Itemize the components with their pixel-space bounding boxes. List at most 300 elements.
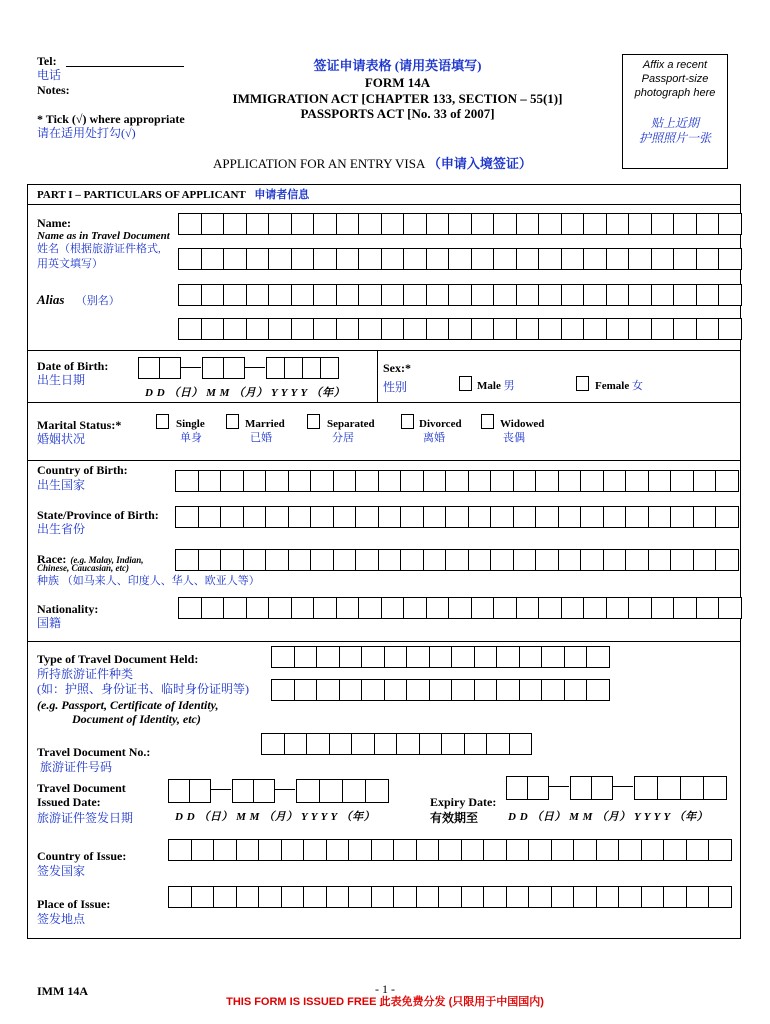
char-box[interactable]	[406, 646, 430, 668]
char-box[interactable]	[294, 679, 318, 701]
char-box[interactable]	[191, 839, 215, 861]
char-box[interactable]	[291, 318, 315, 340]
char-box[interactable]	[361, 646, 385, 668]
char-box[interactable]	[558, 549, 582, 571]
char-box[interactable]	[329, 733, 353, 755]
char-box[interactable]	[468, 549, 492, 571]
char-box[interactable]	[493, 284, 517, 306]
char-box[interactable]	[333, 506, 357, 528]
char-box[interactable]	[651, 318, 675, 340]
char-box[interactable]	[541, 646, 565, 668]
char-box[interactable]	[448, 213, 472, 235]
char-box[interactable]	[580, 506, 604, 528]
char-box[interactable]	[400, 549, 424, 571]
char-box[interactable]	[426, 597, 450, 619]
char-box[interactable]	[288, 549, 312, 571]
char-box[interactable]	[351, 733, 375, 755]
char-box[interactable]	[718, 248, 742, 270]
char-box[interactable]	[715, 549, 739, 571]
marital-divorced-checkbox[interactable]	[401, 414, 414, 429]
char-box[interactable]	[648, 549, 672, 571]
char-box[interactable]	[326, 839, 350, 861]
char-box[interactable]	[220, 549, 244, 571]
char-box[interactable]	[538, 248, 562, 270]
char-box[interactable]	[384, 646, 408, 668]
char-box[interactable]	[490, 549, 514, 571]
char-box[interactable]	[265, 549, 289, 571]
char-box[interactable]	[429, 679, 453, 701]
char-box[interactable]	[651, 248, 675, 270]
char-box[interactable]	[291, 213, 315, 235]
char-box[interactable]	[651, 284, 675, 306]
char-box[interactable]	[313, 284, 337, 306]
char-box[interactable]	[223, 318, 247, 340]
char-box[interactable]	[718, 284, 742, 306]
char-box[interactable]	[573, 839, 597, 861]
char-box[interactable]	[663, 886, 687, 908]
char-box[interactable]	[509, 733, 533, 755]
char-box[interactable]	[558, 506, 582, 528]
alias-boxes-row-1[interactable]	[178, 284, 741, 306]
char-box[interactable]	[271, 679, 295, 701]
char-box[interactable]	[423, 506, 447, 528]
char-box[interactable]	[493, 213, 517, 235]
char-box[interactable]	[528, 839, 552, 861]
char-box[interactable]	[175, 470, 199, 492]
char-box[interactable]	[618, 886, 642, 908]
char-box[interactable]	[696, 284, 720, 306]
char-box[interactable]	[625, 506, 649, 528]
char-box[interactable]	[291, 284, 315, 306]
char-box[interactable]	[583, 318, 607, 340]
char-box[interactable]	[416, 839, 440, 861]
country-birth-boxes[interactable]	[175, 470, 738, 492]
char-box[interactable]	[471, 597, 495, 619]
marital-married-checkbox[interactable]	[226, 414, 239, 429]
char-box[interactable]	[538, 597, 562, 619]
char-box[interactable]	[535, 470, 559, 492]
char-box[interactable]	[606, 597, 630, 619]
char-box[interactable]	[445, 506, 469, 528]
char-box[interactable]	[306, 733, 330, 755]
char-box[interactable]	[381, 248, 405, 270]
char-box[interactable]	[201, 248, 225, 270]
char-box[interactable]	[471, 318, 495, 340]
char-box[interactable]	[564, 646, 588, 668]
char-box[interactable]	[396, 733, 420, 755]
char-box[interactable]	[673, 213, 697, 235]
char-box[interactable]	[378, 470, 402, 492]
expiry-date-boxes[interactable]	[506, 776, 726, 800]
char-box[interactable]	[374, 733, 398, 755]
char-box[interactable]	[258, 839, 282, 861]
char-box[interactable]	[603, 470, 627, 492]
sex-female-checkbox[interactable]	[576, 376, 589, 391]
char-box[interactable]	[378, 506, 402, 528]
char-box[interactable]	[541, 679, 565, 701]
char-box[interactable]	[336, 318, 360, 340]
char-box[interactable]	[243, 506, 267, 528]
char-box[interactable]	[461, 839, 485, 861]
char-box[interactable]	[718, 213, 742, 235]
name-boxes-row-2[interactable]	[178, 248, 741, 270]
char-box[interactable]	[381, 213, 405, 235]
char-box[interactable]	[670, 470, 694, 492]
char-box[interactable]	[284, 733, 308, 755]
char-box[interactable]	[445, 470, 469, 492]
char-box[interactable]	[516, 213, 540, 235]
char-box[interactable]	[243, 549, 267, 571]
char-box[interactable]	[313, 248, 337, 270]
char-box[interactable]	[471, 284, 495, 306]
char-box[interactable]	[201, 597, 225, 619]
char-box[interactable]	[493, 597, 517, 619]
char-box[interactable]	[175, 549, 199, 571]
char-box[interactable]	[673, 248, 697, 270]
char-box[interactable]	[693, 549, 717, 571]
char-box[interactable]	[448, 284, 472, 306]
char-box[interactable]	[348, 886, 372, 908]
issued-date-boxes[interactable]	[168, 779, 388, 803]
char-box[interactable]	[213, 886, 237, 908]
char-box[interactable]	[361, 679, 385, 701]
char-box[interactable]	[538, 284, 562, 306]
char-box[interactable]	[406, 679, 430, 701]
char-box[interactable]	[573, 886, 597, 908]
marital-widowed-checkbox[interactable]	[481, 414, 494, 429]
char-box[interactable]	[303, 839, 327, 861]
char-box[interactable]	[451, 646, 475, 668]
char-box[interactable]	[268, 213, 292, 235]
char-box[interactable]	[358, 318, 382, 340]
travel-doc-type-boxes-row-1[interactable]	[271, 646, 609, 668]
char-box[interactable]	[535, 549, 559, 571]
char-box[interactable]	[426, 213, 450, 235]
char-box[interactable]	[393, 839, 417, 861]
char-box[interactable]	[516, 318, 540, 340]
char-box[interactable]	[403, 597, 427, 619]
char-box[interactable]	[223, 597, 247, 619]
char-box[interactable]	[198, 506, 222, 528]
char-box[interactable]	[580, 470, 604, 492]
char-box[interactable]	[381, 597, 405, 619]
char-box[interactable]	[201, 284, 225, 306]
photo-box[interactable]	[622, 54, 728, 169]
char-box[interactable]	[403, 213, 427, 235]
char-box[interactable]	[201, 213, 225, 235]
char-box[interactable]	[561, 597, 585, 619]
char-box[interactable]	[178, 248, 202, 270]
char-box[interactable]	[651, 597, 675, 619]
char-box[interactable]	[268, 284, 292, 306]
char-box[interactable]	[441, 733, 465, 755]
char-box[interactable]	[474, 646, 498, 668]
char-box[interactable]	[393, 886, 417, 908]
char-box[interactable]	[336, 597, 360, 619]
char-box[interactable]	[519, 679, 543, 701]
char-box[interactable]	[201, 318, 225, 340]
char-box[interactable]	[513, 470, 537, 492]
char-box[interactable]	[651, 213, 675, 235]
char-box[interactable]	[381, 284, 405, 306]
char-box[interactable]	[403, 248, 427, 270]
char-box[interactable]	[670, 506, 694, 528]
char-box[interactable]	[513, 549, 537, 571]
char-box[interactable]	[355, 506, 379, 528]
char-box[interactable]	[648, 506, 672, 528]
char-box[interactable]	[693, 470, 717, 492]
char-box[interactable]	[236, 886, 260, 908]
char-box[interactable]	[641, 886, 665, 908]
char-box[interactable]	[261, 733, 285, 755]
char-box[interactable]	[551, 886, 575, 908]
char-box[interactable]	[336, 213, 360, 235]
char-box[interactable]	[483, 839, 507, 861]
char-box[interactable]	[438, 886, 462, 908]
char-box[interactable]	[471, 248, 495, 270]
char-box[interactable]	[333, 470, 357, 492]
char-box[interactable]	[606, 284, 630, 306]
char-box[interactable]	[333, 549, 357, 571]
char-box[interactable]	[313, 318, 337, 340]
char-box[interactable]	[265, 506, 289, 528]
char-box[interactable]	[426, 318, 450, 340]
char-box[interactable]	[493, 248, 517, 270]
char-box[interactable]	[223, 248, 247, 270]
char-box[interactable]	[538, 213, 562, 235]
char-box[interactable]	[303, 886, 327, 908]
char-box[interactable]	[416, 886, 440, 908]
char-box[interactable]	[471, 213, 495, 235]
char-box[interactable]	[708, 886, 732, 908]
alias-boxes-row-2[interactable]	[178, 318, 741, 340]
char-box[interactable]	[336, 284, 360, 306]
char-box[interactable]	[423, 470, 447, 492]
char-box[interactable]	[628, 284, 652, 306]
char-box[interactable]	[628, 248, 652, 270]
char-box[interactable]	[490, 470, 514, 492]
char-box[interactable]	[715, 506, 739, 528]
char-box[interactable]	[583, 597, 607, 619]
char-box[interactable]	[220, 506, 244, 528]
char-box[interactable]	[339, 679, 363, 701]
char-box[interactable]	[468, 506, 492, 528]
char-box[interactable]	[381, 318, 405, 340]
char-box[interactable]	[496, 646, 520, 668]
char-box[interactable]	[168, 886, 192, 908]
char-box[interactable]	[336, 248, 360, 270]
travel-doc-type-boxes-row-2[interactable]	[271, 679, 609, 701]
char-box[interactable]	[258, 886, 282, 908]
char-box[interactable]	[561, 284, 585, 306]
char-box[interactable]	[403, 284, 427, 306]
char-box[interactable]	[198, 549, 222, 571]
char-box[interactable]	[268, 318, 292, 340]
char-box[interactable]	[464, 733, 488, 755]
char-box[interactable]	[448, 597, 472, 619]
char-box[interactable]	[291, 597, 315, 619]
char-box[interactable]	[281, 886, 305, 908]
char-box[interactable]	[178, 597, 202, 619]
char-box[interactable]	[310, 506, 334, 528]
char-box[interactable]	[583, 284, 607, 306]
char-box[interactable]	[339, 646, 363, 668]
char-box[interactable]	[718, 318, 742, 340]
char-box[interactable]	[355, 549, 379, 571]
char-box[interactable]	[326, 886, 350, 908]
char-box[interactable]	[198, 470, 222, 492]
char-box[interactable]	[246, 248, 270, 270]
char-box[interactable]	[628, 318, 652, 340]
char-box[interactable]	[316, 646, 340, 668]
char-box[interactable]	[625, 549, 649, 571]
char-box[interactable]	[686, 839, 710, 861]
char-box[interactable]	[246, 318, 270, 340]
char-box[interactable]	[693, 506, 717, 528]
sex-male-checkbox[interactable]	[459, 376, 472, 391]
char-box[interactable]	[313, 597, 337, 619]
char-box[interactable]	[426, 248, 450, 270]
char-box[interactable]	[606, 248, 630, 270]
char-box[interactable]	[281, 839, 305, 861]
state-birth-boxes[interactable]	[175, 506, 738, 528]
char-box[interactable]	[561, 318, 585, 340]
char-box[interactable]	[419, 733, 443, 755]
race-boxes[interactable]	[175, 549, 738, 571]
char-box[interactable]	[628, 597, 652, 619]
char-box[interactable]	[686, 886, 710, 908]
char-box[interactable]	[358, 284, 382, 306]
char-box[interactable]	[310, 470, 334, 492]
char-box[interactable]	[316, 679, 340, 701]
char-box[interactable]	[348, 839, 372, 861]
char-box[interactable]	[483, 886, 507, 908]
char-box[interactable]	[516, 248, 540, 270]
char-box[interactable]	[538, 318, 562, 340]
char-box[interactable]	[271, 646, 295, 668]
char-box[interactable]	[673, 284, 697, 306]
char-box[interactable]	[474, 679, 498, 701]
char-box[interactable]	[220, 470, 244, 492]
char-box[interactable]	[400, 506, 424, 528]
char-box[interactable]	[603, 549, 627, 571]
char-box[interactable]	[371, 886, 395, 908]
char-box[interactable]	[223, 284, 247, 306]
char-box[interactable]	[648, 470, 672, 492]
char-box[interactable]	[358, 213, 382, 235]
place-issue-boxes[interactable]	[168, 886, 731, 908]
char-box[interactable]	[178, 318, 202, 340]
marital-separated-checkbox[interactable]	[307, 414, 320, 429]
char-box[interactable]	[246, 213, 270, 235]
char-box[interactable]	[516, 597, 540, 619]
char-box[interactable]	[516, 284, 540, 306]
char-box[interactable]	[461, 886, 485, 908]
char-box[interactable]	[268, 248, 292, 270]
char-box[interactable]	[506, 886, 530, 908]
char-box[interactable]	[561, 213, 585, 235]
char-box[interactable]	[223, 213, 247, 235]
char-box[interactable]	[291, 248, 315, 270]
char-box[interactable]	[310, 549, 334, 571]
char-box[interactable]	[580, 549, 604, 571]
char-box[interactable]	[445, 549, 469, 571]
char-box[interactable]	[696, 248, 720, 270]
char-box[interactable]	[236, 839, 260, 861]
char-box[interactable]	[313, 213, 337, 235]
char-box[interactable]	[265, 470, 289, 492]
char-box[interactable]	[564, 679, 588, 701]
char-box[interactable]	[696, 318, 720, 340]
char-box[interactable]	[519, 646, 543, 668]
char-box[interactable]	[448, 248, 472, 270]
char-box[interactable]	[178, 284, 202, 306]
char-box[interactable]	[175, 506, 199, 528]
char-box[interactable]	[528, 886, 552, 908]
char-box[interactable]	[243, 470, 267, 492]
char-box[interactable]	[606, 318, 630, 340]
char-box[interactable]	[246, 597, 270, 619]
char-box[interactable]	[486, 733, 510, 755]
name-boxes-row-1[interactable]	[178, 213, 741, 235]
char-box[interactable]	[673, 318, 697, 340]
nationality-boxes[interactable]	[178, 597, 741, 619]
char-box[interactable]	[535, 506, 559, 528]
char-box[interactable]	[641, 839, 665, 861]
char-box[interactable]	[625, 470, 649, 492]
char-box[interactable]	[586, 679, 610, 701]
char-box[interactable]	[288, 506, 312, 528]
char-box[interactable]	[583, 248, 607, 270]
char-box[interactable]	[438, 839, 462, 861]
char-box[interactable]	[496, 679, 520, 701]
char-box[interactable]	[358, 597, 382, 619]
char-box[interactable]	[718, 597, 742, 619]
char-box[interactable]	[618, 839, 642, 861]
char-box[interactable]	[596, 886, 620, 908]
char-box[interactable]	[288, 470, 312, 492]
dob-boxes[interactable]	[138, 357, 338, 379]
char-box[interactable]	[551, 839, 575, 861]
char-box[interactable]	[670, 549, 694, 571]
char-box[interactable]	[628, 213, 652, 235]
char-box[interactable]	[596, 839, 620, 861]
char-box[interactable]	[371, 839, 395, 861]
char-box[interactable]	[715, 470, 739, 492]
char-box[interactable]	[426, 284, 450, 306]
char-box[interactable]	[606, 213, 630, 235]
char-box[interactable]	[696, 597, 720, 619]
char-box[interactable]	[400, 470, 424, 492]
char-box[interactable]	[493, 318, 517, 340]
char-box[interactable]	[708, 839, 732, 861]
tel-field[interactable]	[66, 66, 184, 67]
char-box[interactable]	[663, 839, 687, 861]
char-box[interactable]	[294, 646, 318, 668]
char-box[interactable]	[451, 679, 475, 701]
country-issue-boxes[interactable]	[168, 839, 731, 861]
char-box[interactable]	[513, 506, 537, 528]
char-box[interactable]	[561, 248, 585, 270]
char-box[interactable]	[603, 506, 627, 528]
char-box[interactable]	[358, 248, 382, 270]
char-box[interactable]	[384, 679, 408, 701]
char-box[interactable]	[213, 839, 237, 861]
char-box[interactable]	[558, 470, 582, 492]
char-box[interactable]	[355, 470, 379, 492]
char-box[interactable]	[490, 506, 514, 528]
char-box[interactable]	[191, 886, 215, 908]
